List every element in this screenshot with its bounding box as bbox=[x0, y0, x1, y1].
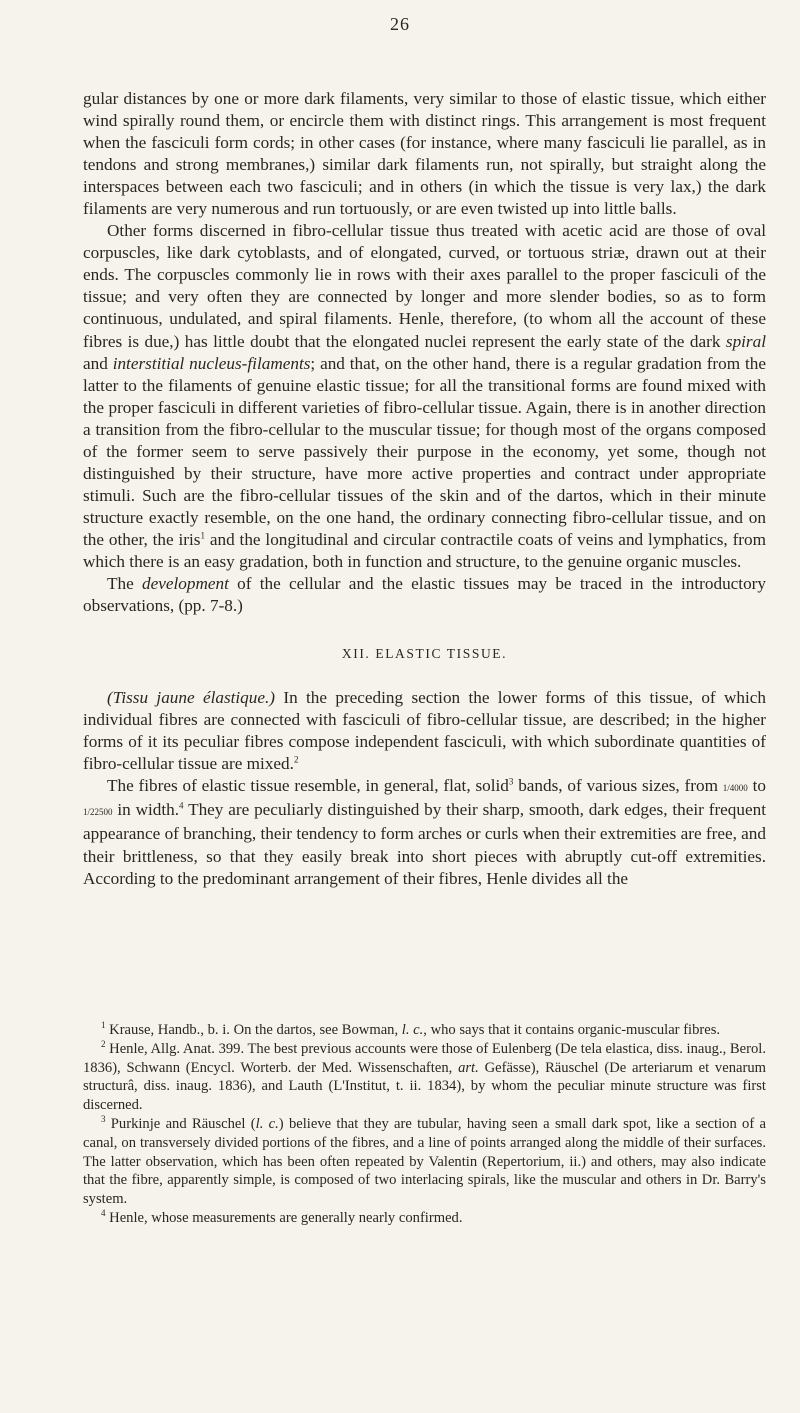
paragraph-development bbox=[83, 573, 766, 617]
footnote bbox=[83, 1021, 766, 1040]
paragraph-elastic-fibres bbox=[83, 775, 766, 889]
footnote-ref: 2 bbox=[293, 754, 299, 765]
text-run: They are peculiarly distinguished by their sharp, smooth, dark edges, their frequent appearance of branching, their tendency to form arches or curls when their extremities are free, and their brittleness, so that they easily break into short pieces with abruptly cut-off extremities. According to the predominant arrangement of their fibres, Henle divides all the bbox=[83, 800, 766, 888]
footnote-number: 4 bbox=[101, 1208, 106, 1219]
footnote-ref: 1 bbox=[200, 530, 205, 541]
fraction: 1/4000 bbox=[722, 783, 748, 794]
text-run: in width. bbox=[112, 800, 180, 820]
footnote bbox=[83, 1115, 766, 1209]
paragraph-elastic-intro bbox=[83, 687, 766, 775]
footnote-number: 1 bbox=[101, 1020, 106, 1031]
text-run: The fibres of elastic tissue resemble, in general, flat, solid bbox=[107, 776, 509, 796]
text-run: The bbox=[107, 574, 142, 594]
section-heading: XII. ELASTIC TISSUE. bbox=[341, 646, 508, 662]
footnote-ref: 3 bbox=[508, 776, 514, 787]
italic-term: spiral bbox=[725, 331, 766, 351]
italic-term: interstitial nucleus-filaments bbox=[112, 353, 311, 373]
text-run: Purkinje and Räuschel ( bbox=[105, 1115, 256, 1132]
italic-term: art. bbox=[458, 1059, 479, 1076]
text-run: Gefässe), Räuschel (De arteriarum et venarum structurâ, diss. inaug. 1836), and Lauth (L'Institut, t. ii. 1834), by whom the peculiar minute structure was first discerned. bbox=[83, 1059, 766, 1114]
paragraph-continuation bbox=[83, 88, 766, 220]
footnote-number: 3 bbox=[101, 1114, 106, 1125]
text-run: of the cellular and the elastic tissues may be traced in the introductory observations, (pp. 7-8.) bbox=[83, 574, 766, 616]
text-run: and the longitudinal and circular contractile coats of veins and lymphatics, from which there is an easy gradation, both in function and structure, to the genuine organic muscles. bbox=[83, 529, 766, 571]
text-run: Henle, Allg. Anat. 399. The best previous accounts were those of Eulenberg (De tela elastica, diss. inaug., Berol. 1836), Schwann (Encycl. Worterb. der Med. Wissenschaften, bbox=[83, 1040, 766, 1076]
text-run: to bbox=[747, 776, 766, 796]
footnote-number: 2 bbox=[101, 1038, 106, 1049]
fraction: 1/22500 bbox=[83, 807, 113, 818]
text-run: and bbox=[83, 353, 113, 373]
page-number: 26 bbox=[390, 14, 410, 34]
text-run: ; and that, on the other hand, there is a regular gradation from the latter to the filaments of genuine elastic tissue; for all the transitional forms are found mixed with the proper fasciculi in different varieties of fibro-cellular tissue. Again, there is in another direction a transition from the fibro-cellular to the muscular tissue; for though most of the organs composed of the former seem to serve passively their purpose in the economy, yet some, though not distinguished by their structure, have more active properties and contract under appropriate stimuli. Such are the fibro-cellular tissues of the skin and of the dartos, which in their minute structure exactly resemble, on the one hand, the ordinary connecting fibro-cellular tissue, and on the other, the iris bbox=[83, 353, 766, 549]
footnote bbox=[83, 1040, 766, 1115]
text-run: In the preceding section the lower forms of this tissue, of which individual fibres are connected with fasciculi of fibro-cellular tissue, are described; in the higher forms of it its peculiar fibres compose independent fasciculi, with which subordinate quantities of fibro-cellular tissue are mixed. bbox=[83, 688, 766, 774]
text-run: gular distances by one or more dark filaments, very similar to those of elastic tissue, which either wind spirally round them, or encircle them with distinct rings. This arrangement is most frequent when the fasciculi form cords; in other cases (for instance, where many fasciculi lie parallel, as in tendons and strong membranes,) similar dark filaments run, not spirally, but straight along the interspaces between each two fasciculi; and in others (in which the tissue is very lax,) the dark filaments are very numerous and run tortuously, or are even twisted up into little balls. bbox=[83, 89, 766, 219]
text-run: bands, of various sizes, from bbox=[513, 776, 723, 796]
text-run: Krause, Handb., b. i. On the dartos, see Bowman, bbox=[105, 1022, 402, 1038]
italic-term: (Tissu jaune élastique.) bbox=[107, 688, 276, 708]
italic-term: l. c. bbox=[401, 1022, 424, 1038]
text-run: Other forms discerned in fibro-cellular tissue thus treated with acetic acid are those of oval corpuscles, like dark cytoblasts, and of elongated, curved, or tortuous striæ, drawn out at their ends. The corpuscles commonly lie in rows with their axes parallel to the proper fasciculi of the tissue; and very often they are connected by longer and more slender bodies, so as to form continuous, undulated, and spiral filaments. Henle, therefore, (to whom all the account of these fibres is due,) has little doubt that the elongated nuclei represent the early state of the dark bbox=[83, 221, 766, 351]
text-run: ) believe that they are tubular, having seen a small dark spot, like a section of a canal, on transversely divided portions of the fibres, and a line of points arranged along the middle of their surfaces. The latter observation, which has been often repeated by Valentin (Repertorium, ii.) and others, may also indicate that the fibre, apparently simple, is composed of two interlacing spirals, like the muscular and others in Dr. Barry's system. bbox=[83, 1115, 766, 1208]
footnotes bbox=[83, 1021, 766, 1228]
italic-term: development bbox=[142, 574, 229, 594]
main-text bbox=[83, 88, 766, 890]
footnote-ref: 4 bbox=[179, 800, 184, 811]
text-run: , who says that it contains organic-muscular fibres. bbox=[423, 1022, 721, 1038]
paragraph-other-forms bbox=[83, 220, 766, 573]
italic-term: l. c. bbox=[255, 1115, 279, 1132]
footnote bbox=[83, 1209, 766, 1228]
text-run: Henle, whose measurements are generally nearly confirmed. bbox=[105, 1209, 463, 1226]
